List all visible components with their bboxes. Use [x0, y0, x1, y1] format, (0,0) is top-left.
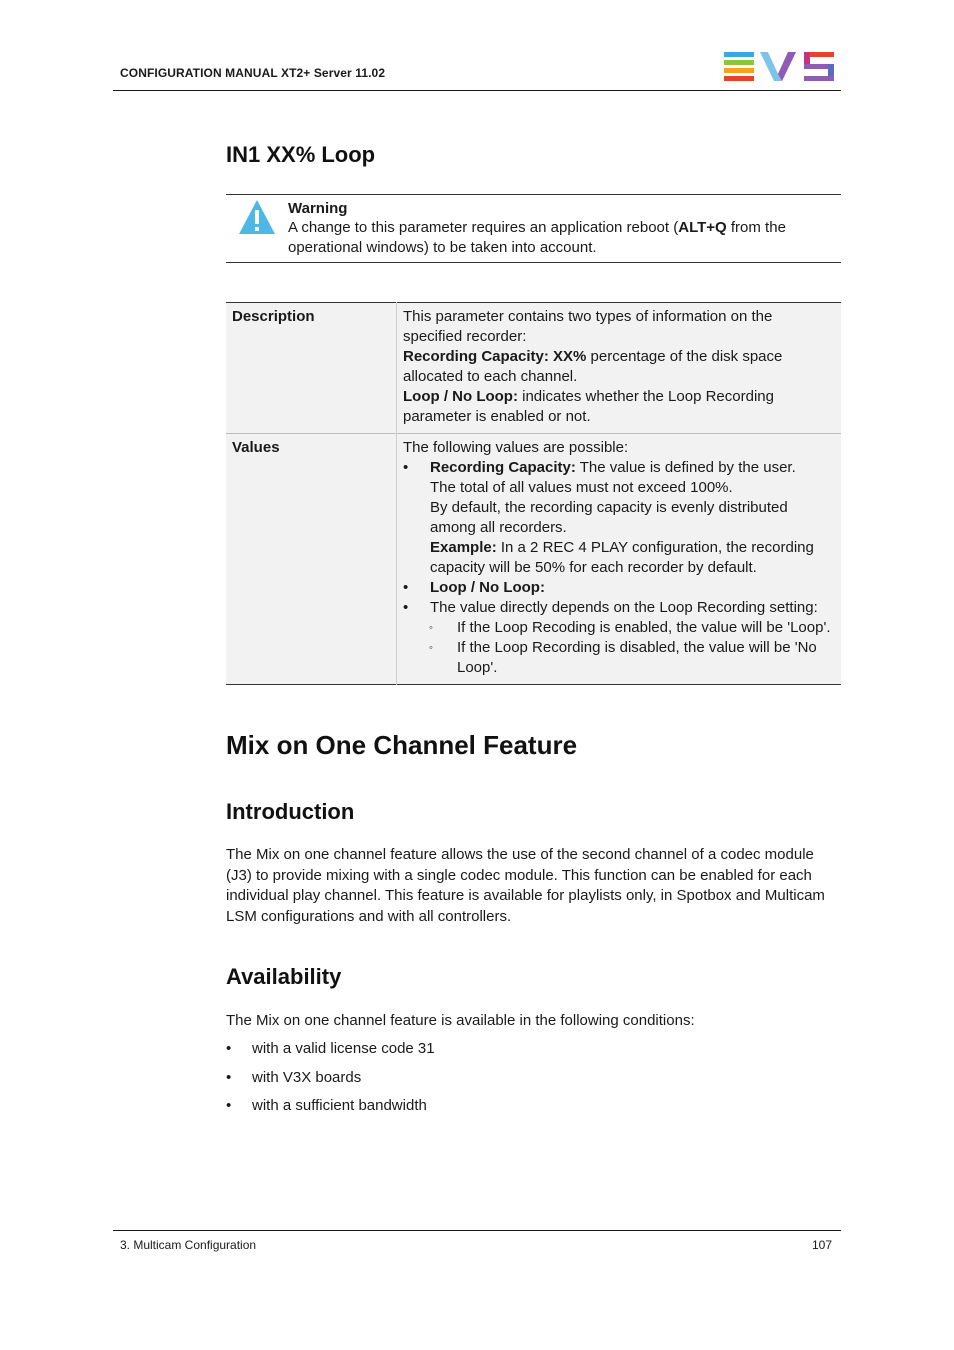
shortcut-key: ALT+Q — [678, 219, 727, 236]
feature-title: Mix on One Channel Feature — [226, 730, 578, 760]
availability-intro: The Mix on one channel feature is available in the following conditions: — [226, 1012, 695, 1029]
footer-chapter: 3. Multicam Configuration — [120, 1238, 257, 1252]
values-cell: The following values are possible: • Recording Capacity: The value is defined by the user. The total of all values must not exceed 100%. By default, the recording capacity is evenly distributed among all recorders. Example: In a 2 REC 4 PLAY configuration, the recording capacity will be 50% for each recorder by default. • Loop / No Loop: • The value directly depends on the Loop Recording setting: ◦ If the Loop Recoding is enabled, the value will be 'Loop'. ◦ If the Loop Recording is disabled, the value will be 'No Loop'. — [397, 434, 842, 685]
parameter-table — [226, 302, 841, 685]
availability-heading: Availability — [226, 964, 342, 989]
description-cell: This parameter contains two types of information on the specified recorder: Recording Capacity: XX% percentage of the disk space allocated to each channel. Loop / No Loop: indicates whether the Loop Recording parameter is enabled or not. — [403, 308, 783, 425]
list-item: • Loop / No Loop: — [403, 578, 835, 598]
sub-list-item: ◦ If the Loop Recording is disabled, the value will be 'No Loop'. — [403, 638, 835, 678]
section-title: IN1 XX% Loop — [226, 142, 376, 167]
table-row — [226, 303, 841, 434]
description-label: Description — [226, 303, 397, 434]
introduction-heading: Introduction — [226, 799, 355, 824]
sub-list-item: ◦ If the Loop Recoding is enabled, the value will be 'Loop'. — [403, 618, 835, 638]
footer-divider — [113, 1230, 841, 1231]
list-item: • with a sufficient bandwidth — [226, 1097, 427, 1114]
warning-triangle-icon — [238, 199, 276, 235]
table-row — [226, 434, 841, 685]
warning-text: A change to this parameter requires an application reboot (ALT+Q from the operational windows) to be taken into account. — [288, 219, 786, 256]
introduction-text: The Mix on one channel feature allows the use of the second channel of a codec module (J3) to provide mixing with a single codec module. This function can be enabled for each individual play channel. This feature is available for playlists only, in Spotbox and Multicam LSM configurations and with all controllers. — [226, 846, 825, 925]
list-item: • The value directly depends on the Loop Recording setting: — [403, 598, 835, 618]
page-number: 107 — [812, 1238, 833, 1252]
warning-box — [226, 194, 841, 263]
values-label: Values — [226, 434, 397, 685]
list-item: • with a valid license code 31 — [226, 1040, 435, 1057]
list-item: • Recording Capacity: The value is defined by the user. — [403, 458, 835, 478]
evs-logo — [724, 52, 836, 82]
header-divider — [113, 90, 841, 91]
list-item: • with V3X boards — [226, 1069, 361, 1086]
header-title: CONFIGURATION MANUAL XT2+ Server 11.02 — [120, 66, 386, 80]
warning-title: Warning — [288, 200, 348, 217]
